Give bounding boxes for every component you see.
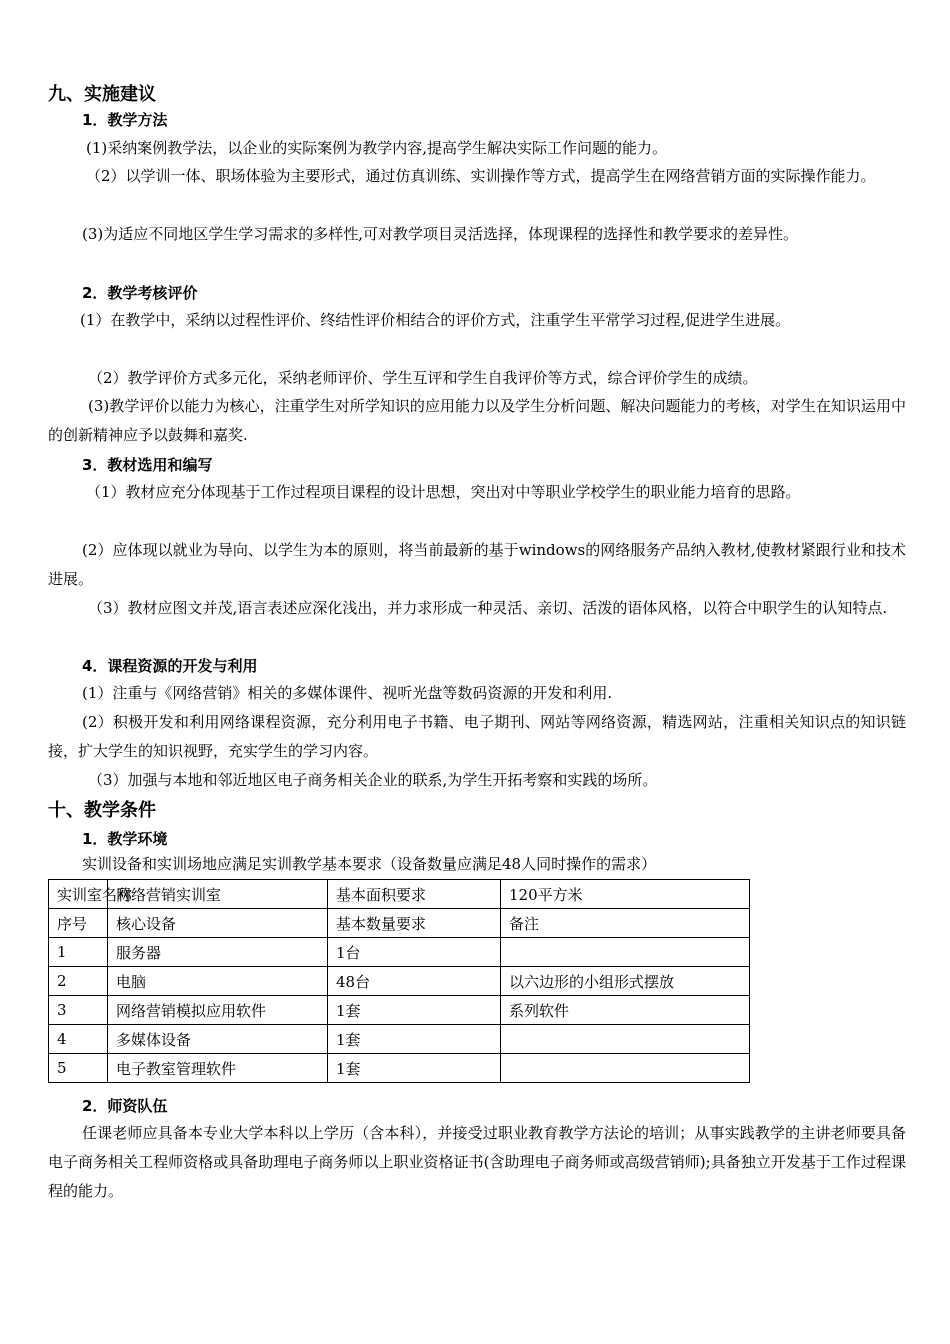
table-cell-quantity: 48台 — [328, 967, 501, 996]
table-row — [49, 1054, 750, 1083]
table-cell-equipment: 网络营销模拟应用软件 — [108, 996, 328, 1025]
table-cell-quantity: 1套 — [328, 996, 501, 1025]
assessment-paragraph-3: (3)教学评价以能力为核心，注重学生对所学知识的应用能力以及学生分析问题、解决问题能力的考核，对学生在知识运用中的创新精神应予以鼓舞和嘉奖. — [48, 397, 906, 444]
table-header-quantity: 基本数量要求 — [328, 909, 501, 938]
table-cell-remarks — [501, 1025, 750, 1054]
textbooks-paragraph-3: （3）教材应图文并茂,语言表述应深化浅出，并力求形成一种灵活、亲切、活泼的语体风格，以符合中职学生的认知特点. — [88, 599, 888, 617]
table-cell-index: 1 — [49, 938, 108, 967]
table-cell-equipment: 电脑 — [108, 967, 328, 996]
table-cell-quantity: 1套 — [328, 1054, 501, 1083]
section-9-heading: 九、实施建议 — [48, 84, 156, 105]
table-cell-remarks: 以六边形的小组形式摆放 — [501, 967, 750, 996]
table-cell-remarks: 系列软件 — [501, 996, 750, 1025]
equipment-table — [48, 879, 750, 1083]
table-cell-quantity: 1套 — [328, 1025, 501, 1054]
assessment-paragraph-1: (1）在教学中，采纳以过程性评价、终结性评价相结合的评价方式，注重学生平常学习过程,促进学生进展。 — [80, 311, 791, 329]
table-row — [49, 996, 750, 1025]
faculty-paragraph: 任课老师应具备本专业大学本科以上学历（含本科），并接受过职业教育教学方法论的培训；从事实践教学的主讲老师要具备电子商务相关工程师资格或具备助理电子商务师以上职业资格证书(含助理电子商务师或高级营销师);具备独立开发基于工作过程课程的能力。 — [48, 1124, 906, 1200]
subsection-resources-heading: 4．课程资源的开发与利用 — [82, 657, 258, 675]
table-cell-equipment: 电子教室管理软件 — [108, 1054, 328, 1083]
teaching-methods-paragraph-2: （2）以学训一体、职场体验为主要形式，通过仿真训练、实训操作等方式，提高学生在网络营销方面的实际操作能力。 — [86, 167, 876, 185]
table-cell-index: 5 — [49, 1054, 108, 1083]
teaching-methods-paragraph-3: (3)为适应不同地区学生学习需求的多样性,可对教学项目灵活选择，体现课程的选择性和教学要求的差异性。 — [82, 225, 799, 243]
resources-paragraph-3: （3）加强与本地和邻近地区电子商务相关企业的联系,为学生开拓考察和实践的场所。 — [88, 771, 658, 789]
table-row — [49, 967, 750, 996]
assessment-paragraph-2: （2）教学评价方式多元化，采纳老师评价、学生互评和学生自我评价等方式，综合评价学生的成绩。 — [88, 369, 758, 387]
environment-caption: 实训设备和实训场地应满足实训教学基本要求（设备数量应满足48人同时操作的需求） — [82, 855, 657, 873]
subsection-textbooks-heading: 3．教材选用和编写 — [82, 456, 213, 474]
table-cell-area-label: 基本面积要求 — [328, 880, 501, 909]
table-header-row-2 — [49, 909, 750, 938]
table-cell-equipment: 服务器 — [108, 938, 328, 967]
subsection-faculty-heading: 2．师资队伍 — [82, 1097, 168, 1115]
table-cell-equipment: 多媒体设备 — [108, 1025, 328, 1054]
subsection-teaching-methods-heading: 1．教学方法 — [82, 111, 168, 129]
table-cell-room-name-label: 实训室名称 — [49, 880, 108, 909]
subsection-assessment-heading: 2．教学考核评价 — [82, 284, 198, 302]
table-cell-index: 2 — [49, 967, 108, 996]
table-header-row-1 — [49, 880, 750, 909]
table-cell-remarks — [501, 938, 750, 967]
teaching-methods-paragraph-1: (1)采纳案例教学法，以企业的实际案例为教学内容,提高学生解决实际工作问题的能力。 — [86, 139, 668, 157]
table-header-remarks: 备注 — [501, 909, 750, 938]
resources-paragraph-1: (1）注重与《网络营销》相关的多媒体课件、视听光盘等数码资源的开发和利用. — [82, 684, 613, 702]
subsection-environment-heading: 1．教学环境 — [82, 830, 168, 848]
resources-paragraph-2: (2）积极开发和利用网络课程资源，充分利用电子书籍、电子期刊、网站等网络资源，精选网站，注重相关知识点的知识链接，扩大学生的知识视野，充实学生的学习内容。 — [48, 713, 906, 760]
table-row — [49, 938, 750, 967]
table-header-index: 序号 — [49, 909, 108, 938]
table-row — [49, 1025, 750, 1054]
table-cell-index: 4 — [49, 1025, 108, 1054]
section-10-heading: 十、教学条件 — [48, 800, 156, 821]
table-cell-quantity: 1台 — [328, 938, 501, 967]
table-header-equipment: 核心设备 — [108, 909, 328, 938]
textbooks-paragraph-2: (2）应体现以就业为导向、以学生为本的原则，将当前最新的基于windows的网络服务产品纳入教材,使教材紧跟行业和技术进展。 — [48, 541, 906, 588]
table-cell-index: 3 — [49, 996, 108, 1025]
table-cell-remarks — [501, 1054, 750, 1083]
textbooks-paragraph-1: （1）教材应充分体现基于工作过程项目课程的设计思想，突出对中等职业学校学生的职业能力培育的思路。 — [86, 483, 801, 501]
table-cell-room-name: 网络营销实训室 — [108, 880, 328, 909]
table-cell-area-value: 120平方米 — [501, 880, 750, 909]
